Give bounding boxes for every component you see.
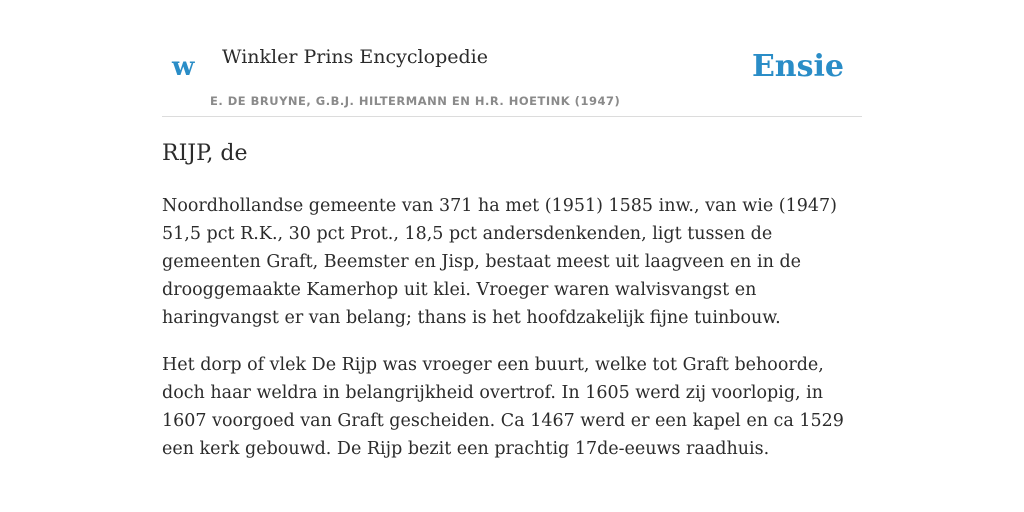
ensie-logo-link[interactable]: Ensie [751, 49, 844, 84]
encyclopedia-title[interactable]: Winkler Prins Encyclopedie [222, 46, 488, 68]
article-paragraph-2: Het dorp of vlek De Rijp was vroeger een buurt, welke tot Graft behoorde, doch haar weldra in belangrijkheid overtrof. In 1605 werd zij voorlopig, in 1607 voorgoed van Graft gescheiden. Ca 1467 werd er een kapel en ca 1529 een kerk gebouwd. De Rijp bezit een prachtig 17de-eeuws raadhuis. [162, 355, 844, 459]
encyclopedia-header [162, 0, 862, 117]
entry-title: RIJP, de [162, 141, 248, 166]
winkler-prins-logo[interactable]: w [172, 52, 195, 82]
encyclopedia-authors: E. DE BRUYNE, G.B.J. HILTERMANN EN H.R. HOETINK (1947) [210, 94, 621, 108]
article-paragraph-1: Noordhollandse gemeente van 371 ha met (1951) 1585 inw., van wie (1947) 51,5 pct R.K., 30 pct Prot., 18,5 pct andersdenkenden, ligt tussen de gemeenten Graft, Beemster en Jisp, bestaat meest uit laagveen en in de drooggemaakte Kamerhop uit klei. Vroeger waren walvisvangst en haringvangst er van belang; thans is het hoofdzakelijk fijne tuinbouw. [162, 196, 837, 328]
article [162, 138, 852, 463]
